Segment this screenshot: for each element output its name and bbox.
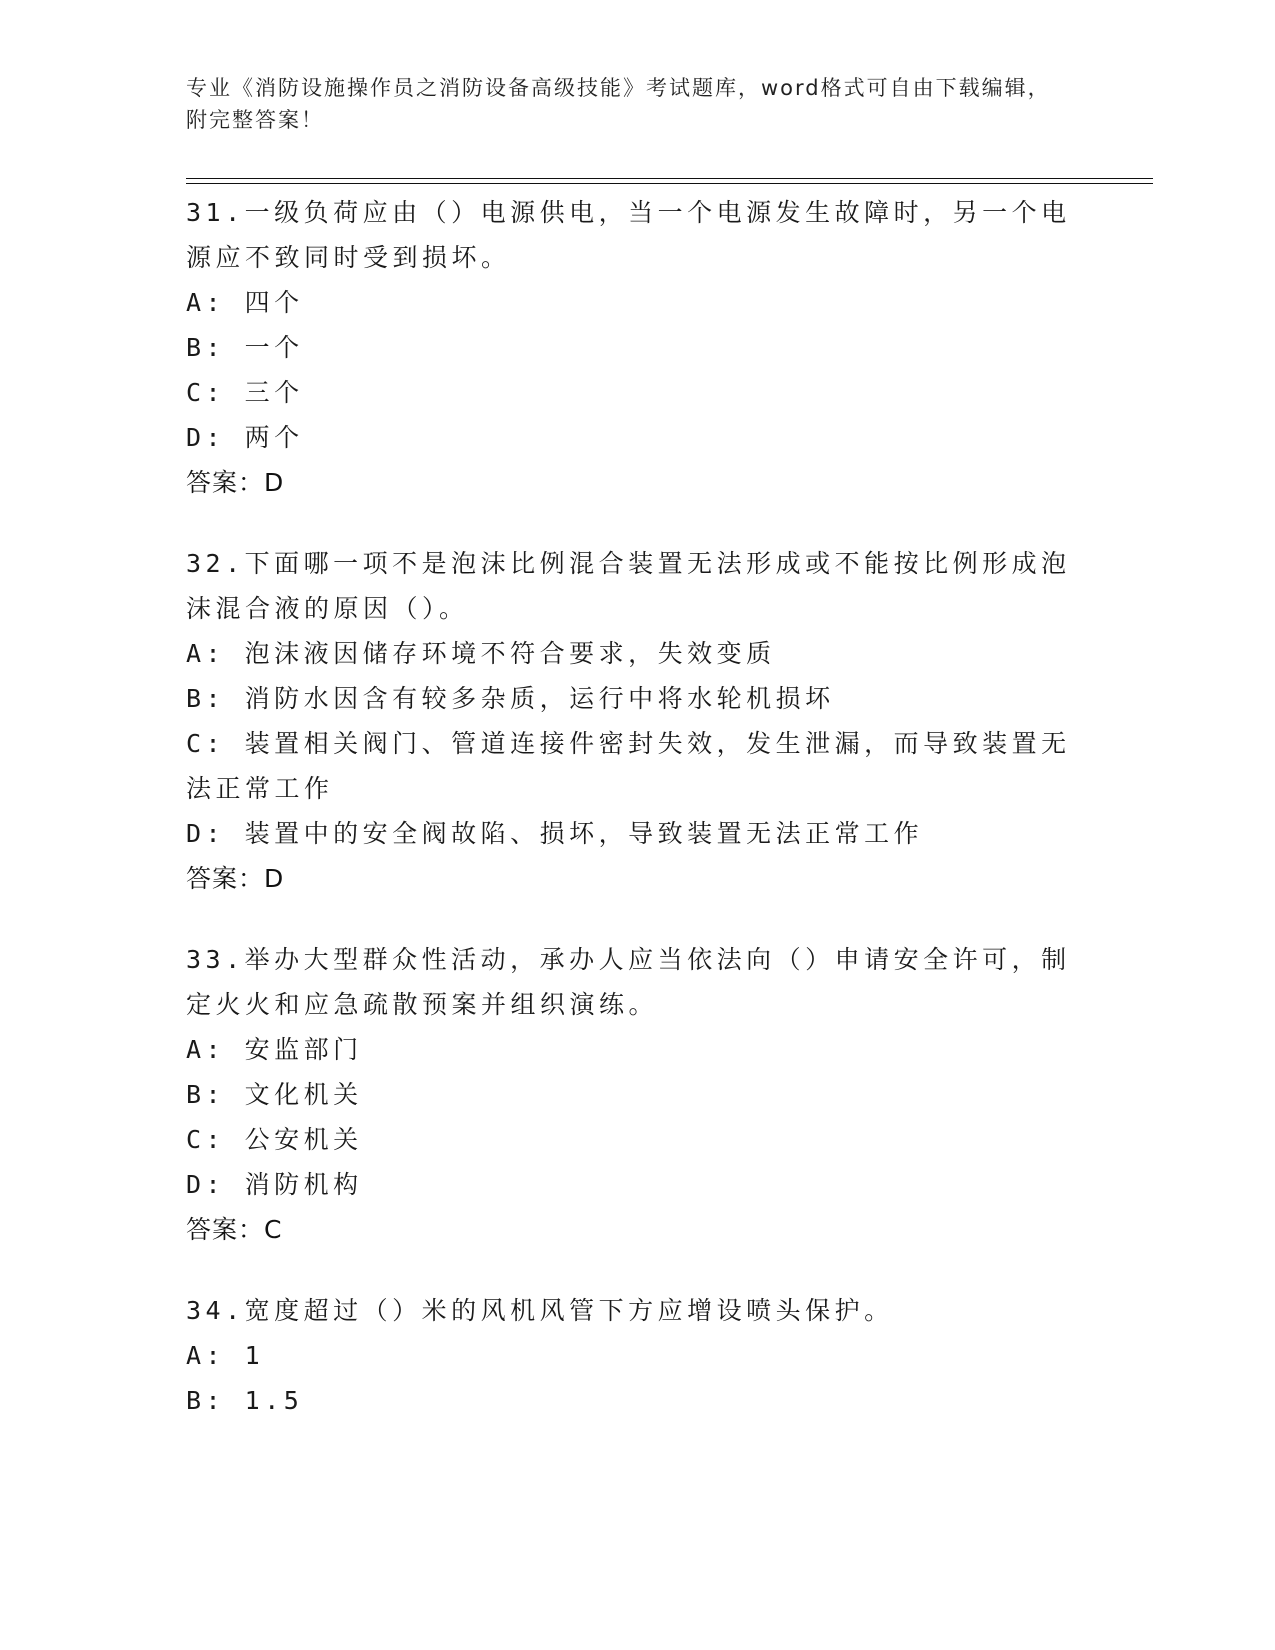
option-b: B: 文化机关 — [186, 1080, 363, 1109]
option-a: A: 1 — [186, 1341, 265, 1370]
option-d: D: 两个 — [186, 423, 304, 452]
question-stem: 33.举办大型群众性活动，承办人应当依法向（）申请安全许可，制定火火和应急疏散预案并组织演练。 — [186, 945, 1071, 1019]
question-34 — [186, 1288, 1086, 1423]
option-b: B: 1.5 — [186, 1386, 304, 1415]
option-c: C: 装置相关阀门、管道连接件密封失效，发生泄漏，而导致装置无法正常工作 — [186, 729, 1071, 803]
document-header: 专业《消防设施操作员之消防设备高级技能》考试题库，word格式可自由下载编辑，附完整答案！ — [186, 76, 1051, 132]
question-32 — [186, 541, 1086, 901]
answer-line: 答案：D — [186, 468, 285, 497]
header-divider-top — [186, 178, 1153, 179]
option-d: D: 装置中的安全阀故陷、损坏，导致装置无法正常工作 — [186, 819, 924, 848]
answer-line: 答案：C — [186, 1215, 283, 1244]
option-b: B: 一个 — [186, 333, 304, 362]
header-divider-bottom — [186, 183, 1153, 184]
question-31 — [186, 190, 1086, 505]
question-stem: 34.宽度超过（）米的风机风管下方应增设喷头保护。 — [186, 1296, 894, 1325]
option-a: A: 泡沫液因储存环境不符合要求，失效变质 — [186, 639, 776, 668]
question-stem: 31.一级负荷应由（）电源供电，当一个电源发生故障时，另一个电源应不致同时受到损坏。 — [186, 198, 1071, 272]
question-stem: 32.下面哪一项不是泡沫比例混合装置无法形成或不能按比例形成泡沫混合液的原因（）。 — [186, 549, 1071, 623]
option-a: A: 安监部门 — [186, 1035, 363, 1064]
question-33 — [186, 937, 1086, 1252]
option-d: D: 消防机构 — [186, 1170, 363, 1199]
option-a: A: 四个 — [186, 288, 304, 317]
question-list — [186, 190, 1086, 1459]
option-c: C: 三个 — [186, 378, 304, 407]
option-b: B: 消防水因含有较多杂质，运行中将水轮机损坏 — [186, 684, 835, 713]
answer-line: 答案：D — [186, 864, 285, 893]
option-c: C: 公安机关 — [186, 1125, 363, 1154]
